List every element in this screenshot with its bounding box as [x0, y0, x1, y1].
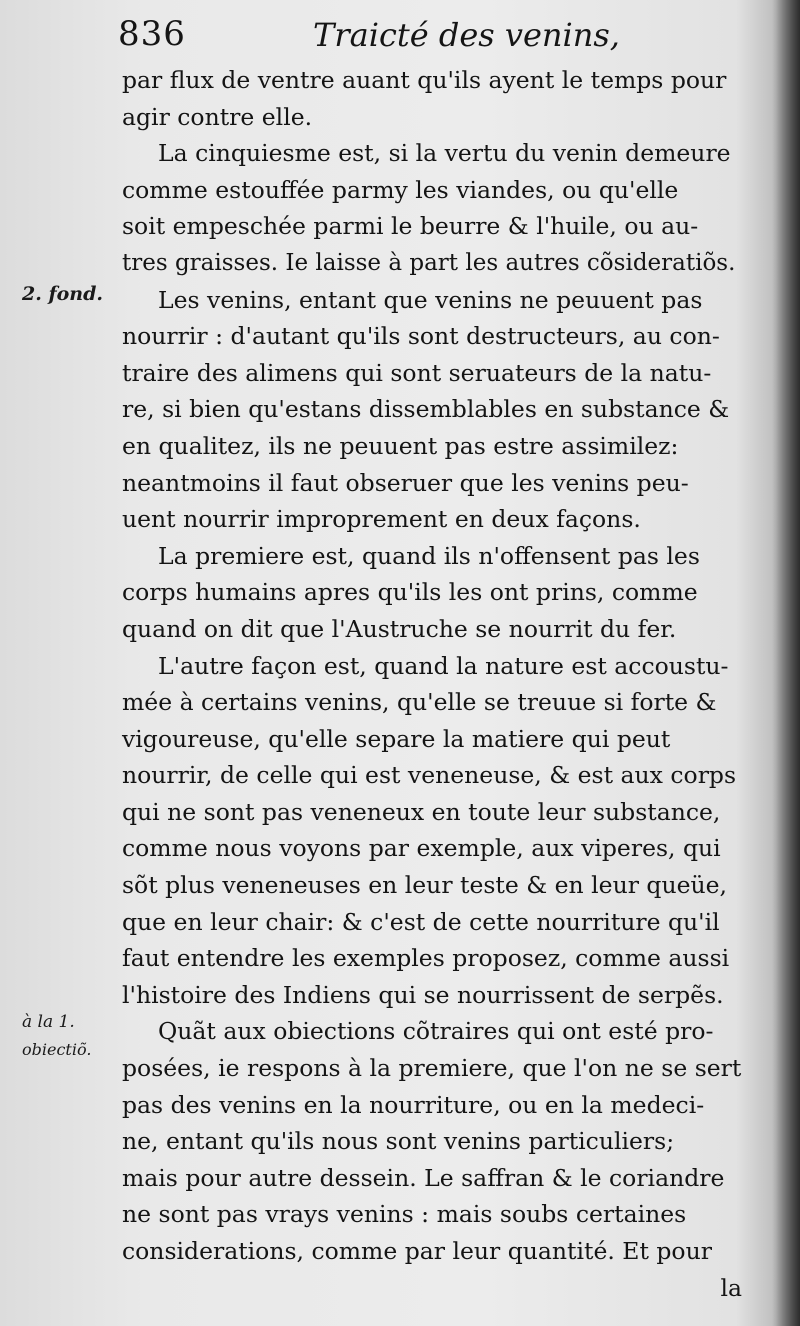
text-line: quand on dit que l'Austruche se nourrit du fer.	[122, 614, 677, 643]
text-line: tres graisses. Ie laisse à part les autres cõsideratiõs.	[122, 249, 736, 276]
text-line: mée à certains venins, qu'elle se treuue si forte &	[122, 688, 717, 717]
text-line: qui ne sont pas veneneux en toute leur substance,	[122, 797, 721, 826]
text-line: comme estouffée parmy les viandes, ou qu'elle	[122, 175, 679, 204]
text-line: soit empeschée parmi le beurre & l'huile, ou au-	[122, 212, 699, 241]
text-line: neantmoins il faut obseruer que les venins peu-	[122, 468, 689, 497]
text-line: comme nous voyons par exemple, aux viperes, qui	[122, 834, 721, 863]
catchword: la	[720, 1273, 742, 1302]
text-line: en qualitez, ils ne peuuent pas estre assimilez:	[122, 431, 679, 460]
text-line: considerations, comme par leur quantité. Et pour	[122, 1237, 712, 1265]
text-line: La cinquiesme est, si la vertu du venin demeure	[158, 139, 731, 168]
margin-note-objection-1: à la 1.	[22, 1012, 75, 1032]
text-line: pas des venins en la nourriture, ou en la medeci-	[122, 1090, 705, 1119]
page-number: 836	[118, 14, 186, 54]
text-line: ne, entant qu'ils nous sont venins particuliers;	[122, 1127, 675, 1156]
text-line: nourrir : d'autant qu'ils sont destructeurs, au con-	[122, 322, 720, 351]
text-line: par flux de ventre auant qu'ils ayent le temps pour	[122, 66, 727, 94]
page-header	[118, 14, 758, 64]
text-line: vigoureuse, qu'elle separe la matiere qui peut	[122, 724, 671, 753]
text-line: posées, ie respons à la premiere, que l'on ne se sert	[122, 1054, 742, 1083]
text-line: traire des alimens qui sont seruateurs de la natu-	[122, 358, 712, 387]
text-line: re, si bien qu'estans dissemblables en substance &	[122, 395, 730, 424]
text-line: Quãt aux obiections cõtraires qui ont esté pro-	[158, 1017, 714, 1046]
page-edge-shadow	[772, 0, 800, 1326]
margin-note-objection-2: obiectiõ.	[22, 1040, 92, 1059]
text-line: que en leur chair: & c'est de cette nourriture qu'il	[122, 907, 720, 936]
text-line: l'histoire des Indiens qui se nourrissent de serpẽs.	[122, 980, 724, 1009]
text-line: nourrir, de celle qui est veneneuse, & est aux corps	[122, 761, 737, 790]
text-line: La premiere est, quand ils n'offensent pas les	[158, 541, 700, 570]
text-line: corps humains apres qu'ils les ont prins, comme	[122, 578, 698, 607]
text-line: agir contre elle.	[122, 102, 313, 131]
text-line: sõt plus veneneuses en leur teste & en leur queüe,	[122, 871, 728, 900]
text-line: uent nourrir improprement en deux façons.	[122, 505, 641, 534]
body-text	[122, 62, 742, 1306]
margin-note-fond: 2. fond.	[22, 283, 104, 305]
running-title: Traicté des venins,	[313, 16, 620, 54]
text-line: Les venins, entant que venins ne peuuent pas	[158, 285, 703, 314]
text-line: faut entendre les exemples proposez, comme aussi	[122, 944, 730, 973]
text-line: L'autre façon est, quand la nature est accoustu-	[158, 651, 729, 680]
text-line: ne sont pas vrays venins : mais soubs certaines	[122, 1200, 687, 1229]
text-line: mais pour autre dessein. Le saffran & le coriandre	[122, 1163, 725, 1192]
